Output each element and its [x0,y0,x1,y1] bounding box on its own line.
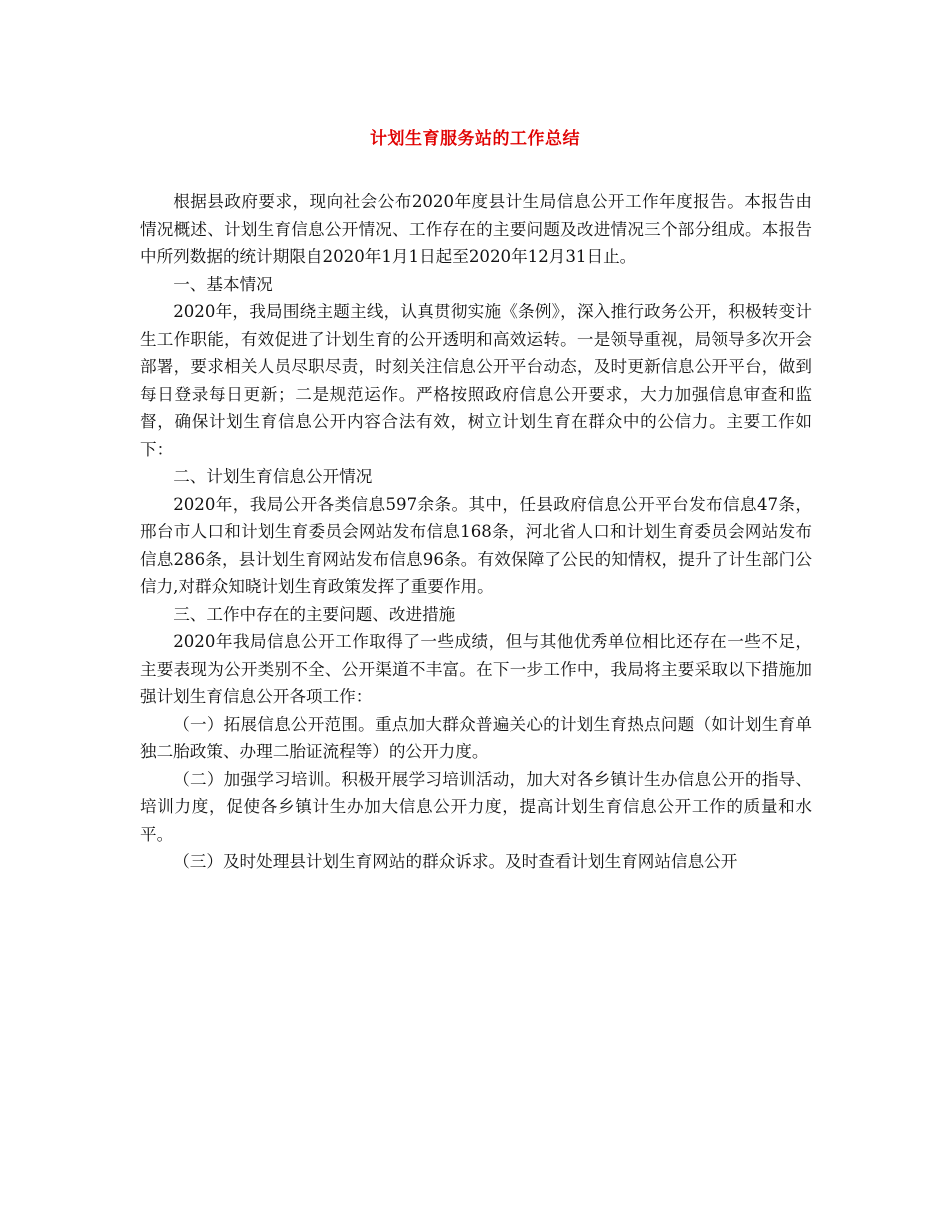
paragraph-disclosure: 2020年，我局公开各类信息597余条。其中，任县政府信息公开平台发布信息47条，邢台市人口和计划生育委员会网站发布信息168条，河北省人口和计划生育委员会网站发布信息286条，县计划生育网站发布信息96条。有效保障了公民的知情权，提升了计生部门公信力,对群众知晓计划生育政策发挥了重要作用。 [140,494,812,596]
section-heading-problems: 三、工作中存在的主要问题、改进措施 [173,604,456,624]
document-title: 计划生育服务站的工作总结 [370,129,580,149]
measure-item-3: （三）及时处理县计划生育网站的群众诉求。及时查看计划生育网站信息公开 [173,852,738,871]
paragraph-basic-situation: 2020年，我局围绕主题主线，认真贯彻实施《条例》，深入推行政务公开，积极转变计生工作职能，有效促进了计划生育的公开透明和高效运转。一是领导重视，局领导多次开会部署，要求相关人员尽职尽责，时刻关注信息公开平台动态，及时更新信息公开平台，做到每日登录每日更新；二是规范运作。严格按照政府信息公开要求，大力加强信息审查和监督，确保计划生育信息公开内容合法有效，树立计划生育在群众中的公信力。主要工作如下： [140,302,812,459]
document-body [140,188,812,876]
section-heading-disclosure: 二、计划生育信息公开情况 [173,467,373,486]
paragraph-intro: 根据县政府要求，现向社会公布2020年度县计生局信息公开工作年度报告。本报告由情况概述、计划生育信息公开情况、工作存在的主要问题及改进情况三个部分组成。本报告中所列数据的统计期限自2020年1月1日起至2020年12月31日止。 [140,192,812,266]
section-heading-basic-situation: 一、基本情况 [173,274,273,294]
measure-item-2: （二）加强学习培训。积极开展学习培训活动，加大对各乡镇计生办信息公开的指导、培训力度，促使各乡镇计生办加大信息公开力度，提高计划生育信息公开工作的质量和水平。 [140,769,812,844]
paragraph-problems: 2020年我局信息公开工作取得了一些成绩，但与其他优秀单位相比还存在一些不足，主要表现为公开类别不全、公开渠道不丰富。在下一步工作中，我局将主要采取以下措施加强计划生育信息公开各项工作： [140,632,812,706]
measure-item-1: （一）拓展信息公开范围。重点加大群众普遍关心的计划生育热点问题（如计划生育单独二胎政策、办理二胎证流程等）的公开力度。 [140,714,812,761]
